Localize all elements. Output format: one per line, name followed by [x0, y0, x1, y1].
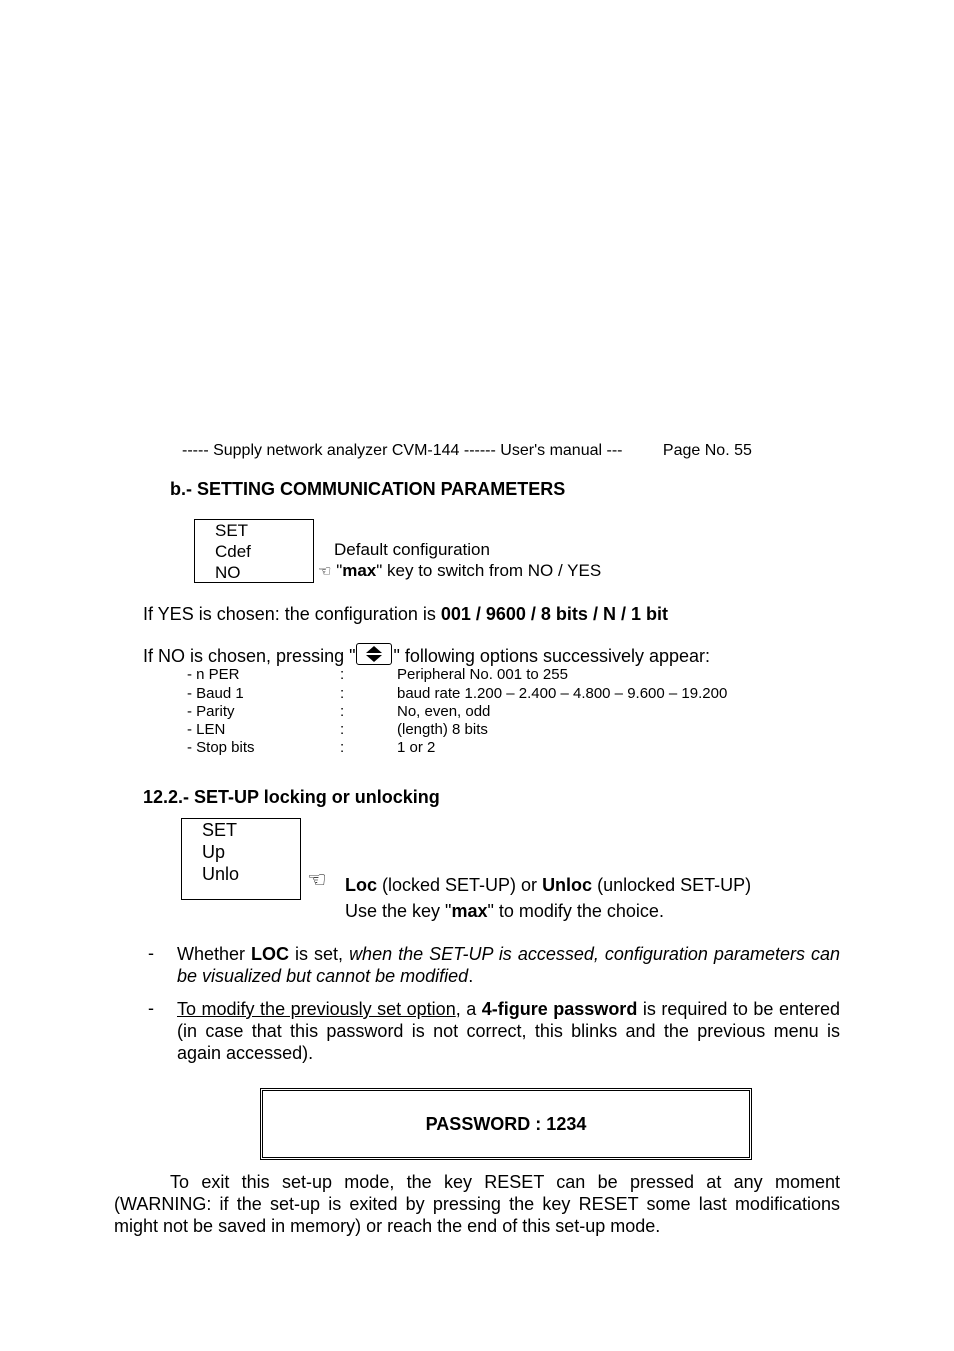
- option-separator: :: [340, 685, 345, 702]
- default-config-label: Default configuration: [334, 540, 490, 559]
- bullet-loc: Whether LOC is set, when the SET-UP is accessed, configuration parameters can be visualized but cannot be modified.: [177, 944, 840, 986]
- section-12-2-title: 12.2.- SET-UP locking or unlocking: [143, 787, 440, 807]
- option-value: (length) 8 bits: [397, 721, 488, 738]
- max-key-label: max: [342, 561, 377, 580]
- max-key-hint: ☜ "max" key to switch from NO / YES: [318, 561, 602, 580]
- option-value: 1 or 2: [397, 739, 436, 756]
- option-separator: :: [340, 739, 345, 756]
- bullet-password: To modify the previously set option, a 4-figure password is required to be entered (in case that this password is not correct, this blinks and the previous menu is again accessed).: [177, 999, 840, 1063]
- default-config-values: 001 / 9600 / 8 bits / N / 1 bit: [440, 604, 668, 624]
- display-line: Unlo: [202, 864, 240, 884]
- option-separator: :: [340, 703, 345, 720]
- option-separator: :: [340, 721, 345, 738]
- section-b-title: b.- SETTING COMMUNICATION PARAMETERS: [170, 479, 566, 499]
- display-line: NO: [215, 563, 241, 582]
- option-value: baud rate 1.200 – 2.400 – 4.800 – 9.600 – 19.200: [397, 685, 728, 702]
- display-box-setup: [181, 818, 301, 900]
- exit-paragraph: To exit this set-up mode, the key RESET can be pressed at any moment (WARNING: if the set-up is exited by pressing the key RESET some last modifications might not be saved in memory) or reach the end of this set-up mode.: [114, 1172, 840, 1236]
- yes-config-line: If YES is chosen: the configuration is 001 / 9600 / 8 bits / N / 1 bit: [143, 604, 668, 624]
- option-name: - n PER: [187, 666, 240, 683]
- option-separator: :: [340, 666, 345, 683]
- option-name: - LEN: [187, 721, 226, 738]
- pointing-hand-icon: ☜: [307, 867, 327, 892]
- option-name: - Stop bits: [187, 739, 255, 756]
- loc-label: Loc: [345, 875, 378, 895]
- option-value: No, even, odd: [397, 703, 491, 720]
- option-name: - Baud 1: [187, 685, 244, 702]
- bullet-dash: -: [148, 998, 154, 1018]
- bullet-dash: -: [148, 943, 154, 963]
- loc-unloc-line: Loc (locked SET-UP) or Unloc (unlocked SET-UP): [345, 875, 752, 895]
- max-key-label: max: [451, 901, 488, 921]
- up-down-arrow-key-icon: [356, 643, 392, 665]
- password-box: [260, 1088, 752, 1160]
- pointing-hand-icon: ☜: [318, 563, 332, 580]
- display-line: Cdef: [215, 542, 251, 561]
- no-config-line: If NO is chosen, pressing " " following options successively appear:: [143, 643, 710, 667]
- display-line: SET: [215, 521, 249, 540]
- option-value: Peripheral No. 001 to 255: [397, 666, 568, 683]
- display-line: Up: [202, 842, 226, 862]
- page-header: [182, 442, 752, 460]
- page-number: Page No. 55: [662, 442, 752, 459]
- option-name: - Parity: [187, 703, 235, 720]
- unloc-label: Unloc: [542, 875, 593, 895]
- display-box-comm: [194, 519, 314, 583]
- max-key-line: Use the key "max" to modify the choice.: [345, 901, 664, 921]
- header-text: ----- Supply network analyzer CVM-144 ------ User's manual ---: [182, 442, 623, 459]
- display-line: SET: [202, 820, 238, 840]
- password-text: PASSWORD : 1234: [425, 1113, 587, 1134]
